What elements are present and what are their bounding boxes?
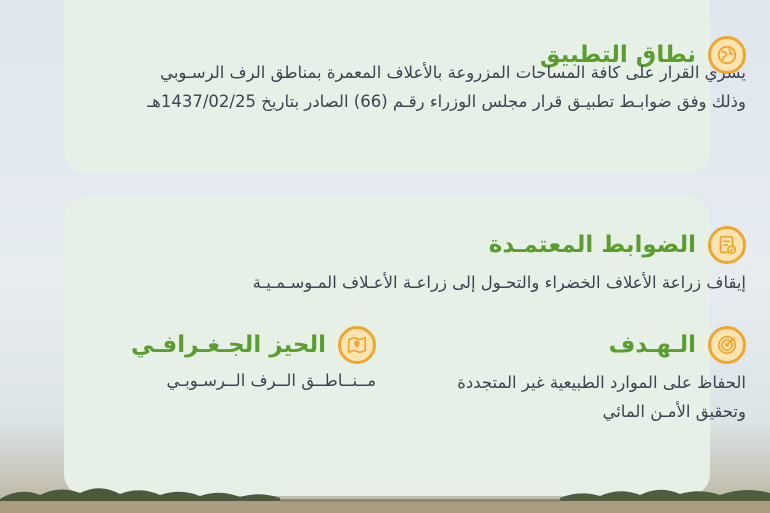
horizon-trees-decoration [0, 473, 770, 513]
goal-text: الحفاظ على الموارد الطبيعية غير المتجددة وتحقيق الأمـن المائي [457, 373, 746, 421]
controls-text: إيقاف زراعة الأعلاف الخضراء والتحـول إلى زراعـة الأعـلاف المـوسـمـيـة [252, 273, 746, 292]
scope-title: نطاق التطبيق [539, 42, 696, 68]
scope-text: يسري القرار على كافة المساحات المزروعة بالأعلاف المعمرة بمناطق الرف الرسـوبي وذلك وفق ضوابـط تطبيـق قرار مجلس الوزراء رقـم (66) الصادر بتاريخ 1437/02/25هـ [147, 63, 746, 111]
document-check-icon [708, 226, 746, 264]
geographic-title: الحيز الجـغـرافـي [131, 332, 326, 358]
goal-title: الـهـدف [608, 332, 696, 358]
controls-title: الضوابط المعتمـدة [488, 232, 696, 258]
geographic-heading [131, 326, 376, 364]
map-pin-icon [338, 326, 376, 364]
geographic-text: مــنــاطــق الــرف الــرسـوبـي [166, 371, 376, 390]
target-icon [708, 326, 746, 364]
goal-heading [609, 326, 746, 364]
controls-heading [489, 226, 746, 264]
